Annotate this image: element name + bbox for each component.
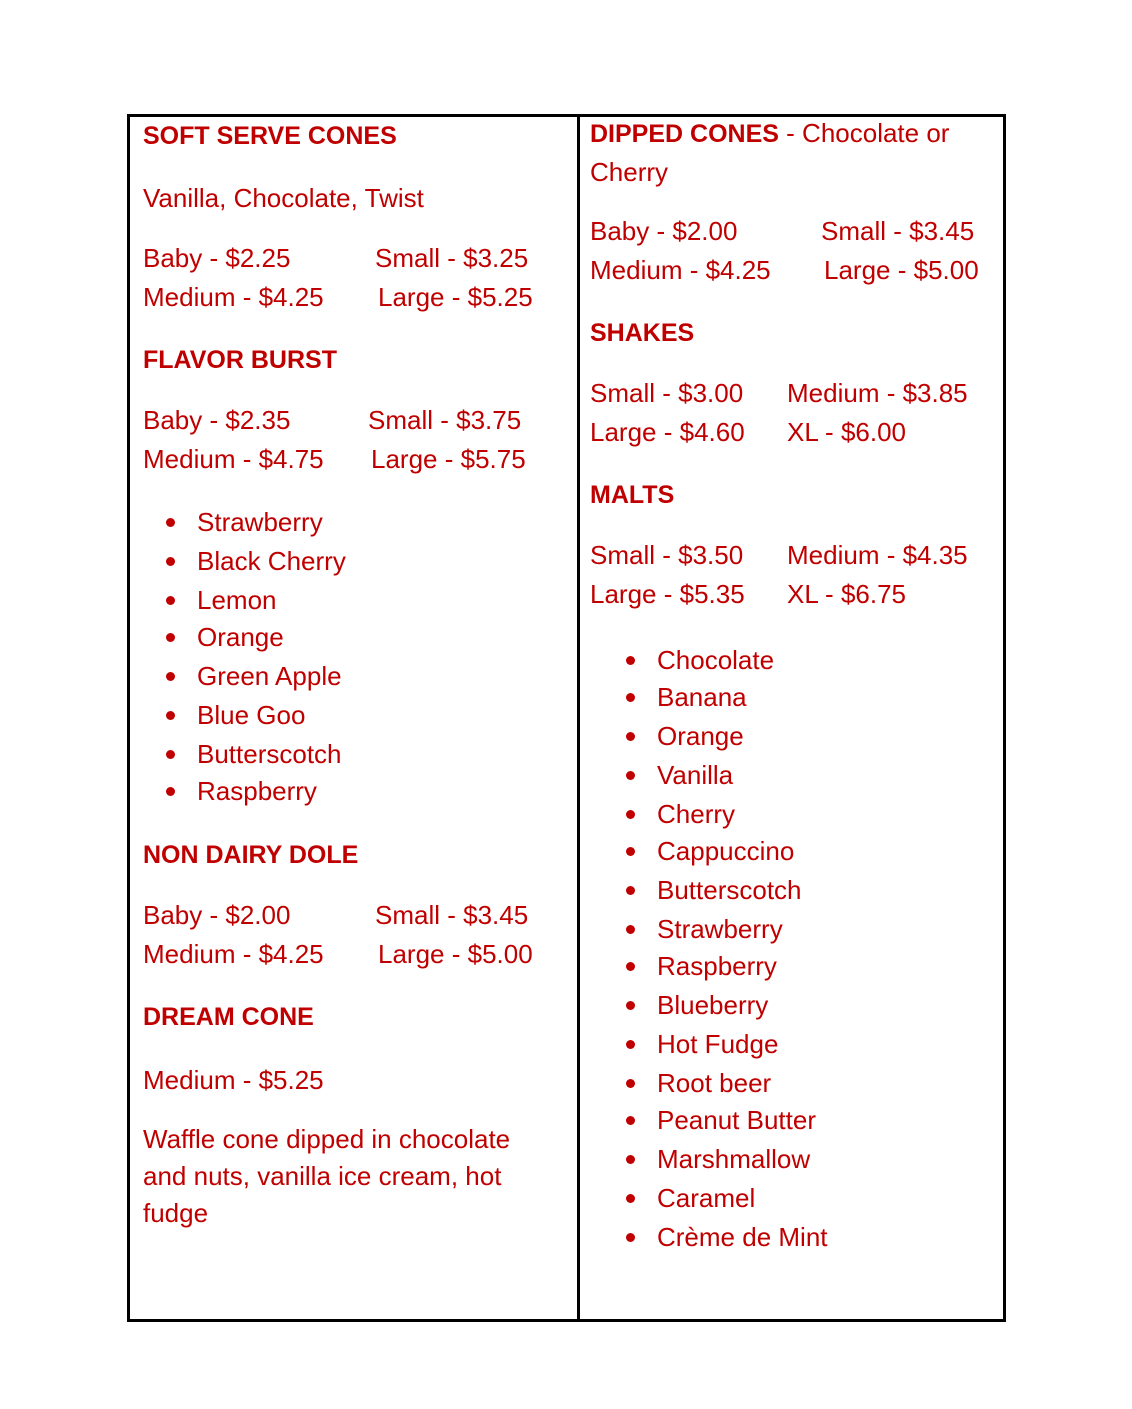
price-large: Large - $5.35 bbox=[590, 579, 745, 609]
list-item: Green Apple bbox=[130, 661, 346, 700]
bullet-icon bbox=[626, 1194, 635, 1203]
price-small: Small - $3.00 bbox=[590, 378, 744, 408]
list-item: Blueberry bbox=[590, 990, 828, 1029]
price-xl: XL - $6.00 bbox=[787, 417, 907, 447]
price-small: Small - $3.25 bbox=[375, 243, 529, 273]
list-item: Butterscotch bbox=[590, 875, 828, 914]
shakes-title: SHAKES bbox=[590, 319, 695, 347]
flavor-burst-list bbox=[130, 507, 346, 815]
price-large: Large - $5.00 bbox=[378, 939, 533, 969]
menu-table bbox=[127, 114, 1006, 1322]
bullet-icon bbox=[166, 557, 175, 566]
bullet-icon bbox=[166, 596, 175, 605]
list-item: Orange bbox=[590, 721, 828, 760]
dipped-cones-subtitle: - Chocolate or bbox=[778, 118, 950, 148]
list-item: Cherry bbox=[590, 799, 828, 836]
list-item: Caramel bbox=[590, 1183, 828, 1222]
list-item: Lemon bbox=[130, 585, 346, 622]
dream-cone-title: DREAM CONE bbox=[143, 1003, 314, 1031]
price-medium: Medium - $4.75 bbox=[143, 444, 324, 474]
bullet-icon bbox=[166, 518, 175, 527]
list-item: Raspberry bbox=[590, 951, 828, 990]
list-item: Chocolate bbox=[590, 645, 828, 682]
bullet-icon bbox=[626, 771, 635, 780]
list-item: Strawberry bbox=[590, 914, 828, 951]
bullet-icon bbox=[626, 925, 635, 934]
dream-cone-description: Waffle cone dipped in chocolate and nuts, vanilla ice cream, hot fudge bbox=[143, 1124, 511, 1228]
price-medium: Medium - $3.85 bbox=[787, 378, 968, 408]
bullet-icon bbox=[626, 962, 635, 971]
price-baby: Baby - $2.25 bbox=[143, 243, 291, 273]
bullet-icon bbox=[626, 732, 635, 741]
list-item: Crème de Mint bbox=[590, 1222, 828, 1261]
bullet-icon bbox=[626, 693, 635, 702]
list-item: Strawberry bbox=[130, 507, 346, 546]
bullet-icon bbox=[166, 633, 175, 642]
malts-flavor-list bbox=[590, 645, 828, 1261]
price-small: Small - $3.75 bbox=[368, 405, 522, 435]
list-item: Raspberry bbox=[130, 776, 346, 815]
bullet-icon bbox=[626, 1079, 635, 1088]
dipped-cones-title: DIPPED CONES bbox=[590, 120, 779, 148]
price-medium: Medium - $4.25 bbox=[590, 255, 771, 285]
list-item: Banana bbox=[590, 682, 828, 721]
bullet-icon bbox=[626, 1001, 635, 1010]
bullet-icon bbox=[166, 711, 175, 720]
right-column bbox=[580, 117, 1003, 1319]
price-medium: Medium - $4.35 bbox=[787, 540, 968, 570]
left-column bbox=[130, 117, 580, 1319]
price-small: Small - $3.50 bbox=[590, 540, 744, 570]
bullet-icon bbox=[626, 1233, 635, 1242]
bullet-icon bbox=[626, 656, 635, 665]
soft-serve-flavors: Vanilla, Chocolate, Twist bbox=[143, 183, 424, 213]
bullet-icon bbox=[626, 810, 635, 819]
dipped-cones-header bbox=[590, 118, 949, 149]
price-small: Small - $3.45 bbox=[821, 216, 975, 246]
soft-serve-title: SOFT SERVE CONES bbox=[143, 122, 397, 150]
dipped-cones-subtitle-cont: Cherry bbox=[590, 157, 669, 187]
non-dairy-title: NON DAIRY DOLE bbox=[143, 841, 359, 869]
bullet-icon bbox=[166, 787, 175, 796]
list-item: Black Cherry bbox=[130, 546, 346, 585]
bullet-icon bbox=[166, 750, 175, 759]
dream-cone-price: Medium - $5.25 bbox=[143, 1065, 324, 1095]
list-item: Blue Goo bbox=[130, 700, 346, 739]
price-baby: Baby - $2.00 bbox=[590, 216, 738, 246]
price-large: Large - $5.25 bbox=[378, 282, 533, 312]
price-large: Large - $5.75 bbox=[371, 444, 526, 474]
price-large: Large - $5.00 bbox=[824, 255, 979, 285]
list-item: Marshmallow bbox=[590, 1144, 828, 1183]
bullet-icon bbox=[166, 672, 175, 681]
malts-title: MALTS bbox=[590, 481, 675, 509]
price-baby: Baby - $2.00 bbox=[143, 900, 291, 930]
bullet-icon bbox=[626, 1155, 635, 1164]
bullet-icon bbox=[626, 886, 635, 895]
list-item: Hot Fudge bbox=[590, 1029, 828, 1068]
price-large: Large - $4.60 bbox=[590, 417, 745, 447]
list-item: Cappuccino bbox=[590, 836, 828, 875]
list-item: Vanilla bbox=[590, 760, 828, 799]
price-baby: Baby - $2.35 bbox=[143, 405, 291, 435]
bullet-icon bbox=[626, 1040, 635, 1049]
list-item: Butterscotch bbox=[130, 739, 346, 776]
list-item: Root beer bbox=[590, 1068, 828, 1105]
price-medium: Medium - $4.25 bbox=[143, 282, 324, 312]
list-item: Orange bbox=[130, 622, 346, 661]
flavor-burst-title: FLAVOR BURST bbox=[143, 346, 337, 374]
price-small: Small - $3.45 bbox=[375, 900, 529, 930]
list-item: Peanut Butter bbox=[590, 1105, 828, 1144]
price-xl: XL - $6.75 bbox=[787, 579, 907, 609]
bullet-icon bbox=[626, 1116, 635, 1125]
bullet-icon bbox=[626, 847, 635, 856]
price-medium: Medium - $4.25 bbox=[143, 939, 324, 969]
